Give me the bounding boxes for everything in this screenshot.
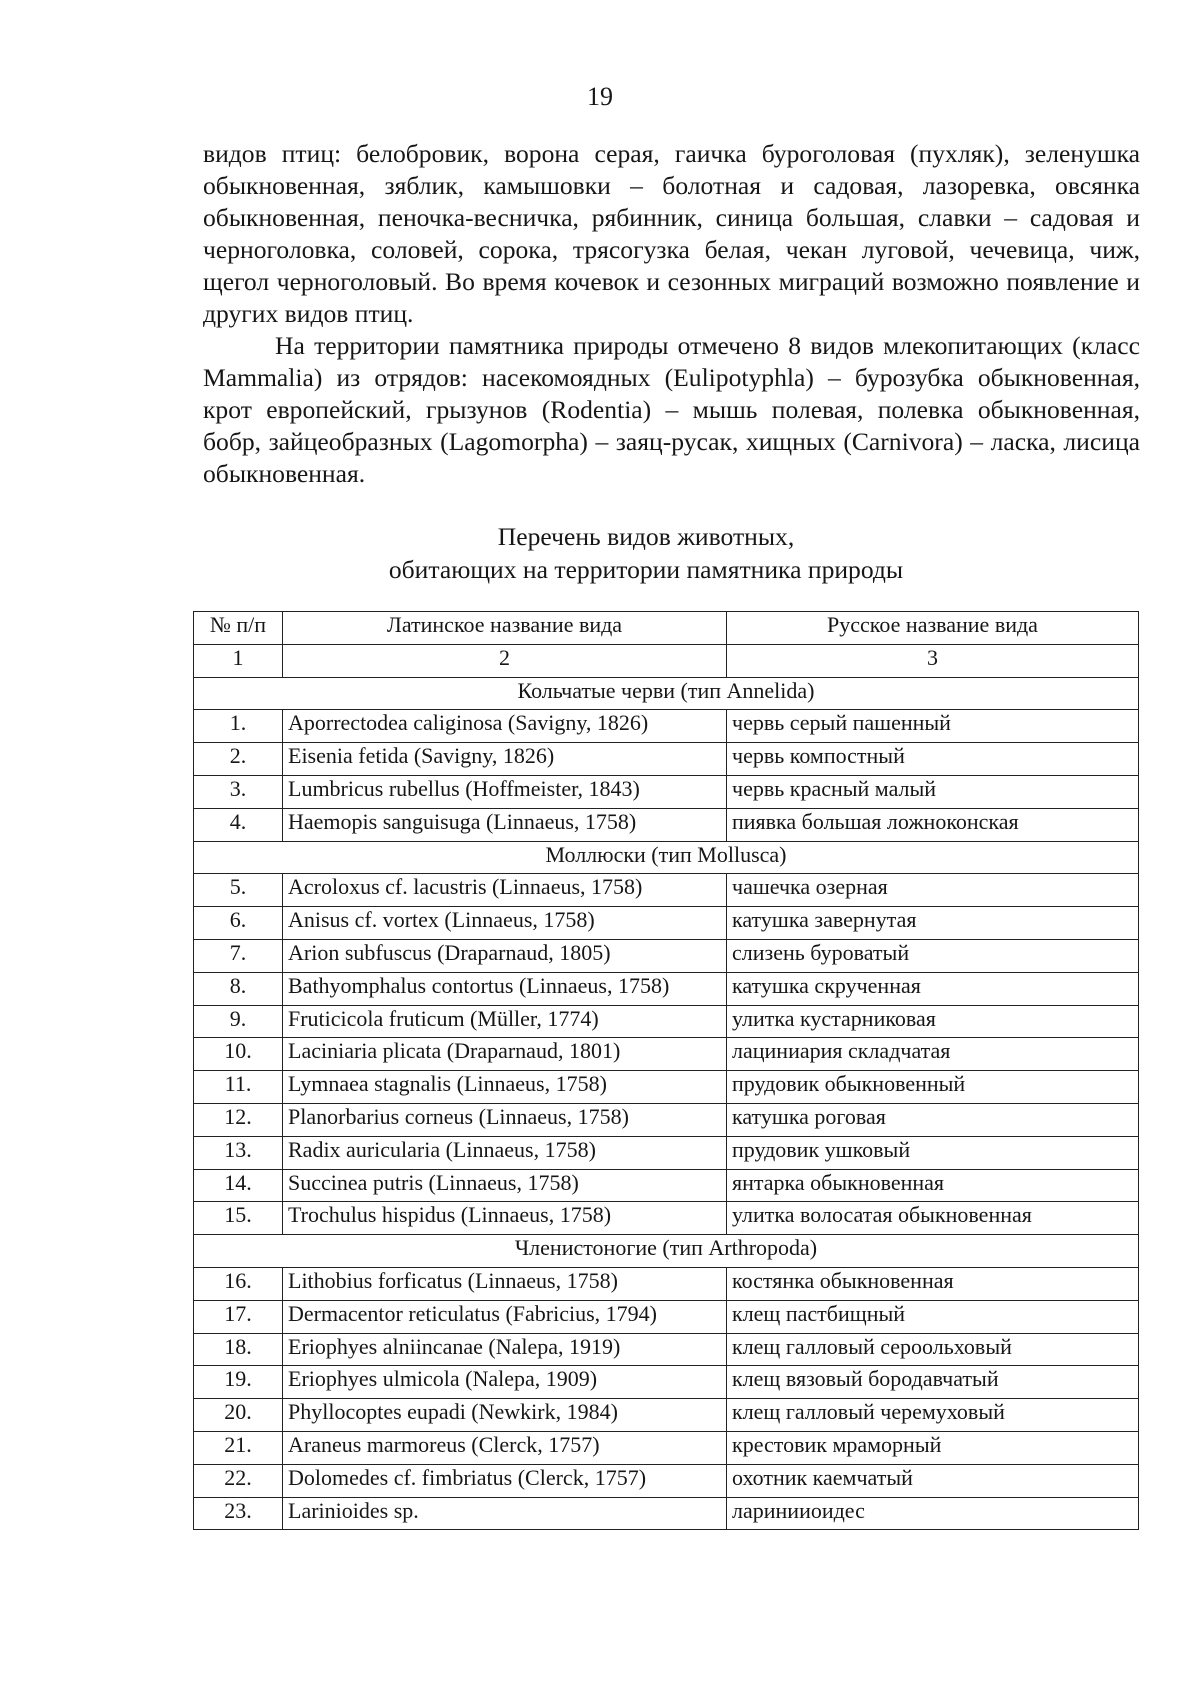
paragraph-birds: видов птиц: белобровик, ворона серая, гаичка буроголовая (пухляк), зеленушка обыкновенная, зяблик, камышовки – болотная и садовая, лазоревка, овсянка обыкновенная, пеночка-весничка, рябинник, синица большая, славки – садовая и черноголовка, соловей, сорока, трясогузка белая, чекан луговой, чечевица, чиж, щегол черноголовый. Во время кочевок и сезонных миграций возможно появление и других видов птиц. [203,139,1140,328]
row-number: 3. [194,775,283,808]
latin-name-cell: Lumbricus rubellus (Hoffmeister, 1843) [283,775,727,808]
russian-name-cell: катушка роговая [727,1103,1139,1136]
row-number: 14. [194,1169,283,1202]
latin-name-cell: Araneus marmoreus (Clerck, 1757) [283,1431,727,1464]
latin-name-cell: Lymnaea stagnalis (Linnaeus, 1758) [283,1071,727,1104]
latin-name-cell: Bathyomphalus contortus (Linnaeus, 1758) [283,972,727,1005]
row-number: 21. [194,1431,283,1464]
latin-name-cell: Dermacentor reticulatus (Fabricius, 1794) [283,1300,727,1333]
table-header-row [194,612,1139,645]
russian-name-cell: слизень буроватый [727,939,1139,972]
table-row [194,1267,1139,1300]
latin-name-cell: Eriophyes alniincanae (Nalepa, 1919) [283,1333,727,1366]
russian-name-cell: крестовик мраморный [727,1431,1139,1464]
latin-name-cell: Phyllocoptes eupadi (Newkirk, 1984) [283,1399,727,1432]
russian-name-cell: костянка обыкновенная [727,1267,1139,1300]
russian-name-cell: прудовик обыкновенный [727,1071,1139,1104]
table-row [194,775,1139,808]
table-row [194,710,1139,743]
species-table [193,611,1139,1530]
row-number: 23. [194,1497,283,1530]
row-number: 15. [194,1202,283,1235]
row-number: 16. [194,1267,283,1300]
row-number: 1. [194,710,283,743]
russian-name-cell: охотник каемчатый [727,1464,1139,1497]
group-row [194,841,1139,874]
russian-name-cell: клещ галловый черемуховый [727,1399,1139,1432]
table-row [194,874,1139,907]
russian-name-cell: катушка скрученная [727,972,1139,1005]
paragraph-mammals: На территории памятника природы отмечено 8 видов млекопитающих (класс Mammalia) из отрядов: насекомоядных (Eulipotyphla) – бурозубка обыкновенная, крот европейский, грызунов (Rodentia) – мышь полевая, полевка обыкновенная, бобр, зайцеобразных (Lagomorpha) – заяц-русак, хищных (Carnivora) – ласка, лисица обыкновенная. [203,331,1140,488]
latin-name-cell: Eisenia fetida (Savigny, 1826) [283,743,727,776]
russian-name-cell: улитка волосатая обыкновенная [727,1202,1139,1235]
row-number: 5. [194,874,283,907]
row-number: 11. [194,1071,283,1104]
table-title-line-1: Перечень видов животных, [497,522,795,551]
russian-name-cell: пиявка большая ложноконская [727,808,1139,841]
row-number: 22. [194,1464,283,1497]
latin-name-cell: Anisus cf. vortex (Linnaeus, 1758) [283,907,727,940]
group-title: Кольчатые черви (тип Annelida) [194,677,1139,710]
group-title: Членистоногие (тип Arthropoda) [194,1235,1139,1268]
table-row [194,1038,1139,1071]
latin-name-cell: Trochulus hispidus (Linnaeus, 1758) [283,1202,727,1235]
row-number: 9. [194,1005,283,1038]
header-russian-name: Русское название вида [727,612,1139,645]
table-row [194,1464,1139,1497]
table-row [194,1399,1139,1432]
latin-name-cell: Fruticicola fruticum (Müller, 1774) [283,1005,727,1038]
table-row [194,1497,1139,1530]
table-row [194,1431,1139,1464]
russian-name-cell: лациниария складчатая [727,1038,1139,1071]
table-title [0,520,1200,586]
page-number: 19 [587,82,613,111]
latin-name-cell: Lithobius forficatus (Linnaeus, 1758) [283,1267,727,1300]
table-row [194,1202,1139,1235]
group-row [194,677,1139,710]
row-number: 18. [194,1333,283,1366]
column-number: 2 [283,644,727,677]
row-number: 7. [194,939,283,972]
table-row [194,972,1139,1005]
russian-name-cell: янтарка обыкновенная [727,1169,1139,1202]
latin-name-cell: Haemopis sanguisuga (Linnaeus, 1758) [283,808,727,841]
latin-name-cell: Planorbarius corneus (Linnaeus, 1758) [283,1103,727,1136]
latin-name-cell: Aporrectodea caliginosa (Savigny, 1826) [283,710,727,743]
header-latin-name: Латинское название вида [283,612,727,645]
header-number: № п/п [194,612,283,645]
russian-name-cell: червь серый пашенный [727,710,1139,743]
russian-name-cell: улитка кустарниковая [727,1005,1139,1038]
latin-name-cell: Dolomedes cf. fimbriatus (Clerck, 1757) [283,1464,727,1497]
table-row [194,1103,1139,1136]
group-row [194,1235,1139,1268]
table-row [194,1169,1139,1202]
latin-name-cell: Radix auricularia (Linnaeus, 1758) [283,1136,727,1169]
russian-name-cell: чашечка озерная [727,874,1139,907]
row-number: 12. [194,1103,283,1136]
row-number: 4. [194,808,283,841]
row-number: 6. [194,907,283,940]
table-row [194,1005,1139,1038]
table-row [194,907,1139,940]
russian-name-cell: клещ пастбищный [727,1300,1139,1333]
body-text [203,138,1140,490]
column-number: 3 [727,644,1139,677]
russian-name-cell: катушка завернутая [727,907,1139,940]
row-number: 13. [194,1136,283,1169]
table-title-line-2: обитающих на территории памятника природы [388,555,904,584]
row-number: 10. [194,1038,283,1071]
table-row [194,1333,1139,1366]
russian-name-cell: червь компостный [727,743,1139,776]
row-number: 8. [194,972,283,1005]
row-number: 19. [194,1366,283,1399]
row-number: 17. [194,1300,283,1333]
column-number: 1 [194,644,283,677]
latin-name-cell: Arion subfuscus (Draparnaud, 1805) [283,939,727,972]
russian-name-cell: прудовик ушковый [727,1136,1139,1169]
table-body [194,644,1139,1530]
russian-name-cell: ларинииоидес [727,1497,1139,1530]
table-row [194,1136,1139,1169]
table-row [194,1366,1139,1399]
latin-name-cell: Eriophyes ulmicola (Nalepa, 1909) [283,1366,727,1399]
table-row [194,808,1139,841]
latin-name-cell: Laciniaria plicata (Draparnaud, 1801) [283,1038,727,1071]
latin-name-cell: Acroloxus cf. lacustris (Linnaeus, 1758) [283,874,727,907]
latin-name-cell: Succinea putris (Linnaeus, 1758) [283,1169,727,1202]
table-row [194,939,1139,972]
row-number: 20. [194,1399,283,1432]
column-number-row [194,644,1139,677]
russian-name-cell: клещ галловый сероольховый [727,1333,1139,1366]
row-number: 2. [194,743,283,776]
group-title: Моллюски (тип Mollusca) [194,841,1139,874]
table-row [194,1071,1139,1104]
russian-name-cell: червь красный малый [727,775,1139,808]
table-row [194,743,1139,776]
table-row [194,1300,1139,1333]
latin-name-cell: Larinioides sp. [283,1497,727,1530]
russian-name-cell: клещ вязовый бородавчатый [727,1366,1139,1399]
